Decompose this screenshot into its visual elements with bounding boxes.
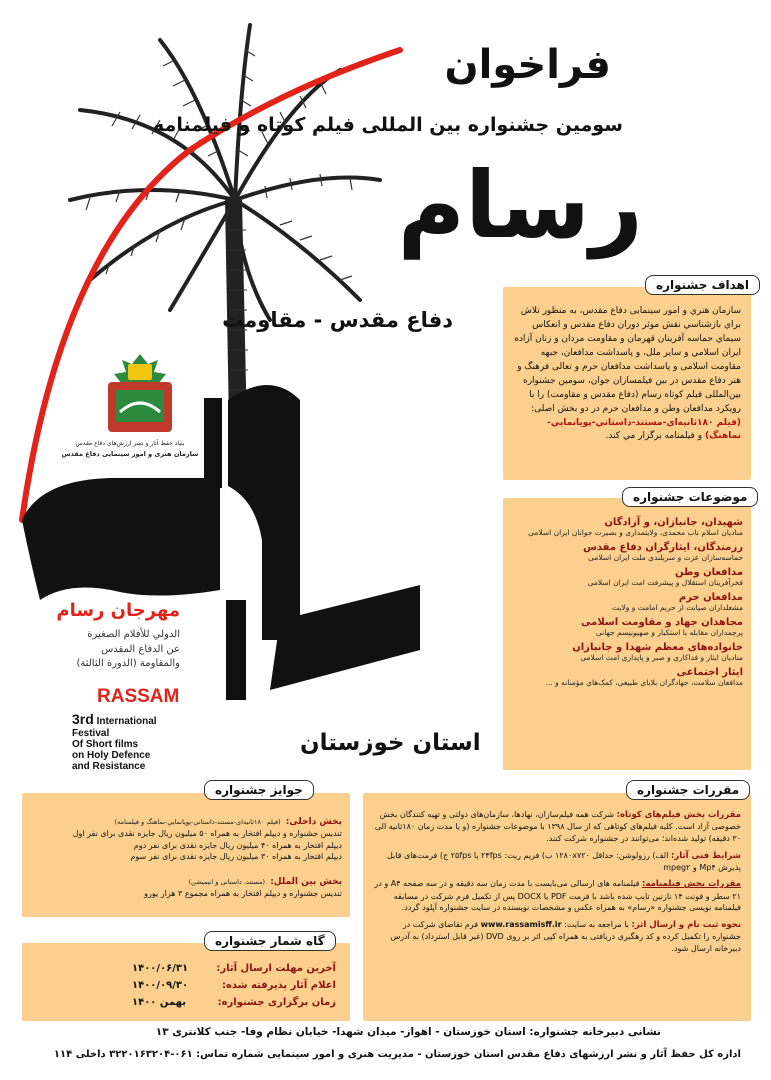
prize-domestic-title: بخش داخلی: — [285, 817, 342, 827]
festival-name-ar — [30, 628, 180, 672]
festival-line: سومین جشنواره بین المللی فیلم کوتاه و فیلمنامه — [153, 114, 623, 136]
rule-screenplay-head: مقررات بخش فیلمنامه: — [642, 879, 741, 890]
footer-contact: اداره کل حفظ آثار و نشر ارزشهای دفاع مقدس استان خوزستان - مدیریت هنری و امور سینمایی شماره تماس: ۰۶۱-۳۲۲۰۱۶۳۲۰۴ داخلی ۱۱۴ — [53, 1049, 741, 1060]
topic-title: رزمندگان، ایثارگران دفاع مقدس — [583, 542, 743, 553]
rule-registration-head: نحوه ثبت نام و ارسال اثر: — [631, 919, 741, 930]
call-heading: فراخوان — [444, 42, 611, 88]
topic-title: خانواده‌های معظم شهدا و جانبازان — [572, 642, 743, 653]
prize-domestic-sub: (فيلم ۱۸۰ثانيه‌ای-مستند-داستاني-پويانمايي-نماهنگ و فيلمنامه) — [114, 818, 281, 826]
festival-desc-en-line: Festival — [72, 727, 110, 739]
rules-box — [363, 793, 751, 1021]
foundation-emblem — [108, 354, 172, 432]
topic-item — [511, 592, 743, 612]
schedule-value: ۱۴۰۰/۰۹/۳۰ — [132, 980, 189, 991]
goals-highlight: (فيلم ۱۸۰ثانيه‌ای-مستند-داستاني-پويانمايي-نماهنگ) — [546, 417, 741, 442]
prizes-heading: جوایز جشنواره — [204, 780, 314, 800]
topic-desc: پرچمداران مقابله با استکبار و صهیونیسم جهانی — [595, 628, 743, 637]
goals-heading: اهداف جشنواره — [645, 275, 760, 295]
topics-box — [503, 498, 751, 770]
topic-item — [511, 642, 743, 662]
goals-text: سازمان هنري و امور سينمايی دفاع مقدس، به منظور تلاش براي بازشناسي نقش موثر دوران دفاع مقدس و انعكاس سيماي حماسه آفرينان قهرمان و مقاومت مردان و زنان آزاده ايران اسلامي و ساير ملل، و پاسداشت مدافعان، جبهه مقاومت اسلامی و پاسداشت مدافعان حرم و تعالی فرهنگ و هنر دفاع مقدس در بین فیلمسازان جوان، سومین جشنواره بین‌المللی فیلم کوتاه رسام (دفاع مقدس و مقاومت) را با رویکرد مدافعان وطن و مدافعان حرم در دو بخش اصلی: — [514, 306, 741, 414]
schedule-label: زمان برگزاری جشنواره: — [217, 997, 336, 1008]
festival-name-fa: مهرجان رسام — [56, 600, 180, 621]
topic-desc: مدافعان سلامت، جهادگران بلایای طبیعی، کمک‌های مؤمنانه و ... — [545, 678, 743, 687]
festival-desc-en-line — [72, 712, 192, 728]
rule-short-films-text: شرکت همه فیلم‌سازان، نهادها، سازمان‌های دولتی و تهیه کنندگان بخش خصوصی آزاد است. کلیه فیلم‌های کوتاهی که از سال ۱۳۹۸ با موضوعات جشنواره (و یا مدت زمان ۱۸۰ثانیه الی ۳۰ دقیقه) تولید شده‌اند؛ می‌توانند در جشنواره شرکت کنند. — [374, 810, 741, 843]
rule-technical-text: الف) رزولوشن: حداقل ۱۲۸۰x۷۲۰ ب) فریم ریت: ۲۴fps یا ۲۵fps ج) فرمت‌های قابل پذیرش Mp۴ و mpeg۲ — [386, 850, 741, 872]
rule-short-films — [373, 809, 741, 845]
rule-technical-head: شرایط فنی آثار: — [671, 850, 741, 861]
topic-title: مجاهدان جهاد و مقاومت اسلامی — [581, 617, 743, 628]
festival-desc-en-text: International — [96, 716, 157, 727]
festival-name-ar-line: والمقاومة (الدورة الثالثة) — [76, 658, 180, 669]
schedule-value: بهمن ۱۴۰۰ — [132, 997, 186, 1008]
topic-title: ایثار اجتماعی — [676, 667, 743, 678]
topic-desc: حماسه‌سازان عزت و سربلندی ملت ایران اسلامی — [588, 553, 743, 562]
festival-name-ar-line: عن الدفاع المقدس — [101, 643, 180, 655]
organization-line2: سازمان هنری و امور سینمایی دفاع مقدس — [61, 450, 199, 458]
topic-desc: منادیان ایثار و فداکاری و صبر و پایداری امت اسلامی — [580, 653, 743, 662]
prize-domestic — [30, 809, 342, 828]
topic-desc: مشعلداران صیانت از حریم امامت و ولایت — [611, 603, 743, 612]
schedule-label: اعلام آثار پذیرفته شده: — [221, 980, 336, 991]
topic-item — [511, 542, 743, 562]
schedule-label: آخرین مهلت ارسال آثار: — [216, 963, 336, 974]
festival-website-link[interactable]: www.rassamisff.ir — [480, 919, 562, 929]
prize-intl-title: بخش بین الملل: — [270, 876, 342, 887]
festival-desc-en-line: and Resistance — [72, 761, 146, 773]
festival-desc-en — [72, 712, 192, 772]
topics-heading: موضوعات جشنواره — [622, 487, 758, 507]
topic-item — [511, 617, 743, 637]
prizes-box — [22, 793, 350, 917]
prize-domestic-line: دیپلم افتخار به همراه ۴۰ میلیون ریال جایزه نقدی برای نفر دوم — [133, 840, 342, 850]
footer-address: نشانی دبیرخانه جشنواره: استان خوزستان - اهواز- میدان شهدا- خیابان نظام وفا- جنب کلانتری ۱۳ — [155, 1026, 661, 1038]
prize-intl-sub: (مستند، داستانی و انیمیشن) — [188, 877, 266, 886]
goals-box — [503, 287, 751, 480]
rule-registration-pre: با مراجعه به سایت: — [564, 919, 629, 929]
rule-screenplay — [373, 878, 741, 914]
topic-desc: منادیان اسلام ناب محمدی، ولایتمداری و بصیرت جوانان ایران اسلامی — [528, 528, 743, 537]
prize-intl-line: تندیس جشنواره و دیپلم افتخار به همراه مجموع ۳ هزار یورو — [144, 888, 342, 898]
topic-title: شهیدان، جانبازان، و آزادگان — [604, 517, 743, 528]
schedule-value: ۱۴۰۰/۰۶/۳۱ — [132, 963, 189, 974]
rule-screenplay-text: فیلمنامه های ارسالی می‌بایست با مدت زمان سه دقیقه و در سه صفحه A۴ و در ۲۱ سطر و فونت ۱۴ نازنین تایپ شده باشد با فرمت PDF یا DOCX پس از تکمیل فرم شرکت در مسابقه فیلمنامه نویسی جشنواره «رسام» به همراه عکس و مشخصات نویسنده در سایت جشنواره آپلود گردد. — [374, 879, 741, 913]
goals-tail: و فيلمنامه برگزار مي كند. — [605, 431, 703, 442]
rule-registration-text: فرم تقاضای شرکت در جشنواره را تکمیل کرده و کد رهگیری دریافتی به همراه کپی اثر بر روی DVD (غیر قابل استرداد) به آدرس دبیرخانه ارسال شود. — [390, 919, 741, 953]
topic-item — [511, 567, 743, 587]
festival-title: رسام — [397, 152, 643, 259]
rule-short-films-head: مقررات بخش فیلم‌های کوتاه: — [616, 810, 741, 820]
schedule-row — [132, 963, 336, 974]
festival-edition: 3rd — [72, 711, 94, 727]
rule-registration — [373, 919, 741, 955]
topic-item — [511, 667, 743, 687]
prize-intl — [30, 869, 342, 888]
festival-subtitle: دفاع مقدس - مقاومت — [222, 308, 453, 332]
province-label: استان خوزستان — [300, 730, 481, 756]
goals-body — [513, 305, 741, 444]
topic-title: مدافعان حرم — [678, 592, 743, 603]
prize-domestic-line: دیپلم افتخار به همراه ۳۰ میلیون ریال جایزه نقدی برای نفر سوم — [130, 852, 342, 862]
festival-desc-en-line: Of Short films — [72, 738, 139, 750]
schedule-box — [22, 943, 350, 1021]
schedule-row — [132, 997, 336, 1008]
topic-desc: فخرآفرینان استقلال و پیشرفت امت ایران اسلامی — [587, 578, 743, 587]
schedule-row — [132, 980, 336, 991]
schedule-heading: گاه شمار جشنواره — [204, 931, 336, 951]
prize-domestic-line: تندیس جشنواره و دیپلم افتخار به همراه ۵۰ میلیون ریال جایزه نقدی برای نفر اول — [72, 829, 342, 838]
rule-technical — [373, 850, 741, 874]
festival-desc-en-line: on Holy Defence — [72, 750, 151, 762]
rules-heading: مقررات جشنواره — [626, 780, 750, 800]
topic-item — [511, 517, 743, 537]
organization-line1: بنیاد حفظ آثار و نشر ارزش‌های دفاع مقدس — [75, 440, 185, 447]
topic-title: مدافعان وطن — [675, 567, 743, 578]
festival-name-ar-line: الدولي للأفلام الصغيرة — [87, 629, 180, 640]
festival-name-en: RASSAM — [97, 686, 180, 707]
